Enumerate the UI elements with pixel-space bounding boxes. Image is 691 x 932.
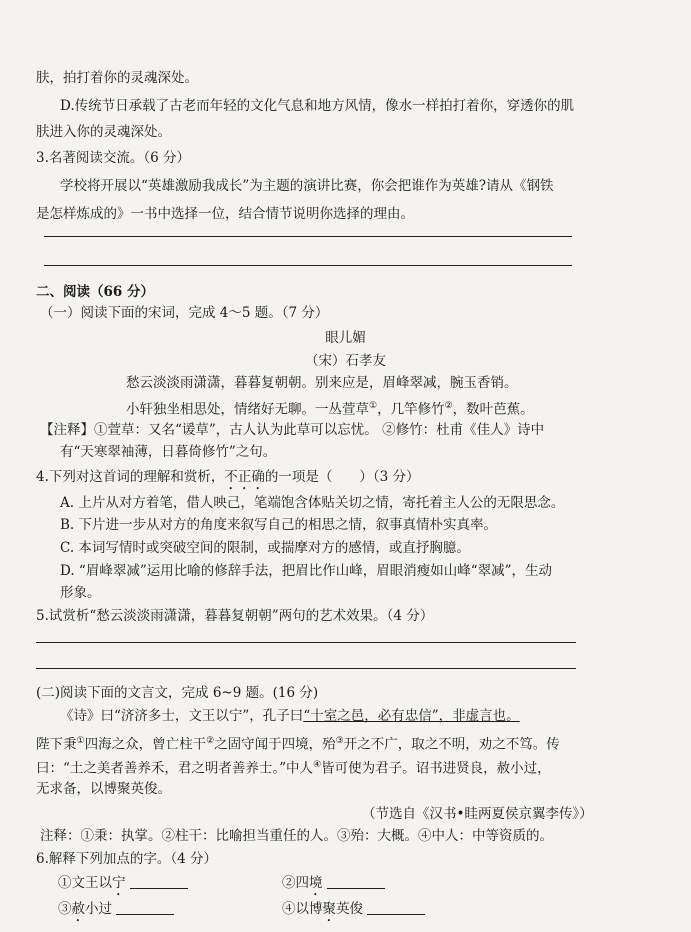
q6-item-1-number: ①: [58, 875, 72, 891]
q6-item-2-dotted-char: 境: [309, 875, 323, 891]
q6-item-2-number: ②四: [282, 875, 309, 891]
q6-item-2: [282, 873, 385, 899]
q3-line1: 学校将开展以“英雄激励我成长”为主题的演讲比赛，你会把谁作为英雄?请从《钢铁: [60, 178, 554, 194]
poem-line2-part-c: ，数叶芭蕉。: [452, 401, 534, 418]
classical-text-source: （节选自《汉书•眭两夏侯京翼李传》）: [362, 806, 593, 822]
footnote-mark-2: ②: [444, 401, 453, 411]
q6-item-3: [58, 899, 174, 925]
part1-title: （一）阅读下面的宋词，完成 4～5 题。（7 分）: [40, 305, 329, 321]
footnote-mark-2: ②: [206, 736, 215, 746]
q3-line2: 是怎样炼成的》一书中选择一位，结合情节说明你选择的理由。: [36, 206, 414, 222]
q6-item-1-blank[interactable]: [130, 874, 188, 889]
answer-line-q3-1[interactable]: [44, 236, 572, 237]
q4-option-c[interactable]: C. 本词写情时或突破空间的限制，或揣摩对方的感情，或直抒胸臆。: [60, 540, 470, 556]
classical-text-line3: [36, 755, 551, 779]
q4-title-part-b: 的一项是（ ）（3 分）: [264, 469, 420, 485]
classical-text-line2: [36, 731, 560, 755]
q6-title: 6.解释下列加点的字。（4 分）: [36, 851, 218, 867]
option-d-line2: 肤进入你的灵魂深处。: [36, 124, 171, 140]
poem-note-line1: 【注释】①萱草：又名“谖草”，古人认为此草可以忘忧。 ②修竹：杜甫《佳人》诗中: [40, 422, 545, 438]
classical-text-line4: 无求备，以博聚英俊。: [36, 781, 171, 797]
poem-note-line2: 有“天寒翠袖薄，日暮倚修竹”之句。: [60, 444, 277, 460]
q6-item-1: [58, 873, 188, 899]
footnote-mark-3: ③: [335, 736, 344, 746]
q4-option-a[interactable]: A. 上片从对方着笔，借人映己，笔端饱含体贴关切之情，寄托着主人公的无限思念。: [60, 495, 565, 511]
answer-line-q3-2[interactable]: [44, 265, 572, 266]
q6-item-4-number: ④以博: [282, 901, 323, 917]
q6-item-3-dotted-char: 赦: [71, 901, 85, 917]
part2-title: (二)阅读下面的文言文，完成 6~9 题。(16 分): [36, 685, 319, 701]
q6-item-3-blank[interactable]: [116, 900, 174, 915]
q3-title: 3.名著阅读交流。（6 分）: [36, 150, 191, 166]
poem-line2-part-b: ，几竿修竹: [377, 401, 445, 418]
option-d-line1: D.传统节日承载了古老而年轻的文化气息和地方风情，像水一样拍打着你，穿透你的肌: [60, 98, 575, 114]
q4-option-d-cont: 形象。: [60, 585, 101, 601]
q4-option-b[interactable]: B. 下片进一步从对方的角度来叙写自己的相思之情，叙事真情朴实真率。: [60, 517, 498, 533]
q6-item-1-dotted-char: 宁: [112, 875, 126, 891]
answer-line-q5-1[interactable]: [36, 642, 576, 643]
classical-text-line3-a: 曰：“土之美者善养禾，君之明者善养士。”中人: [36, 760, 314, 777]
section2-title: 二、阅读（66 分）: [36, 284, 154, 300]
answer-line-q5-2[interactable]: [36, 668, 576, 669]
q6-item-2-blank[interactable]: [327, 874, 385, 889]
poem-title: 眼儿媚: [325, 330, 366, 346]
q4-title: [36, 467, 420, 493]
poem-line2: [126, 396, 534, 420]
q4-title-part-a: 4.下列对这首词的理解和赏析，: [36, 469, 225, 485]
poem-line1: 愁云淡淡雨潇潇，暮暮复朝朝。别来应是，眉峰翠减，腕玉香销。: [126, 375, 518, 391]
q5-title: 5.试赏析“愁云淡淡雨潇潇，暮暮复朝朝”两句的艺术效果。（4 分）: [36, 608, 434, 624]
q6-item-4: [282, 899, 425, 925]
q4-emphasis: 不正确: [224, 469, 265, 485]
classical-text-notes: 注释：①秉：执掌。②柱干：比喻担当重任的人。③殆：大概。④中人：中等资质的。: [40, 828, 553, 844]
classical-text-line1-a: 《诗》曰“济济多士，文王以宁”，孔子曰: [60, 708, 304, 724]
q6-item-4-blank[interactable]: [367, 900, 425, 915]
q6-item-1-text: 文王以: [71, 875, 112, 891]
poem-line2-part-a: 小轩独坐相思处，情绪好无聊。一丛萱草: [126, 401, 369, 418]
classical-text-line2-b: 四海之众，曾亡柱干: [84, 736, 207, 753]
classical-text-line1: [60, 706, 520, 726]
q6-item-3-text: 小过: [85, 901, 112, 917]
underlined-quote: “十室之邑，必有忠信”，非虚言也。: [303, 708, 520, 724]
footnote-mark-1: ①: [76, 736, 85, 746]
classical-text-line3-b: 皆可使为君子。诏书进贤良，赦小过，: [321, 760, 551, 777]
footnote-mark-1: ①: [369, 401, 378, 411]
footnote-mark-4: ④: [313, 760, 322, 770]
classical-text-line2-c: 之固守闻于四境，殆: [214, 736, 336, 753]
q6-item-4-text: 英俊: [336, 901, 363, 917]
q6-item-4-dotted-char: 聚: [322, 901, 336, 917]
classical-text-line2-a: 陛下秉: [36, 736, 77, 753]
q6-item-3-number: ③: [58, 901, 72, 917]
classical-text-line2-d: 开之不广，取之不明，劝之不笃。传: [343, 736, 560, 753]
option-c-tail: 肤，拍打着你的灵魂深处。: [36, 70, 198, 86]
poem-author: （宋）石孝友: [305, 353, 386, 369]
q4-option-d[interactable]: D. “眉峰翠减”运用比喻的修辞手法，把眉比作山峰，眉眼消瘦如山峰“翠减”，生动: [60, 563, 553, 579]
